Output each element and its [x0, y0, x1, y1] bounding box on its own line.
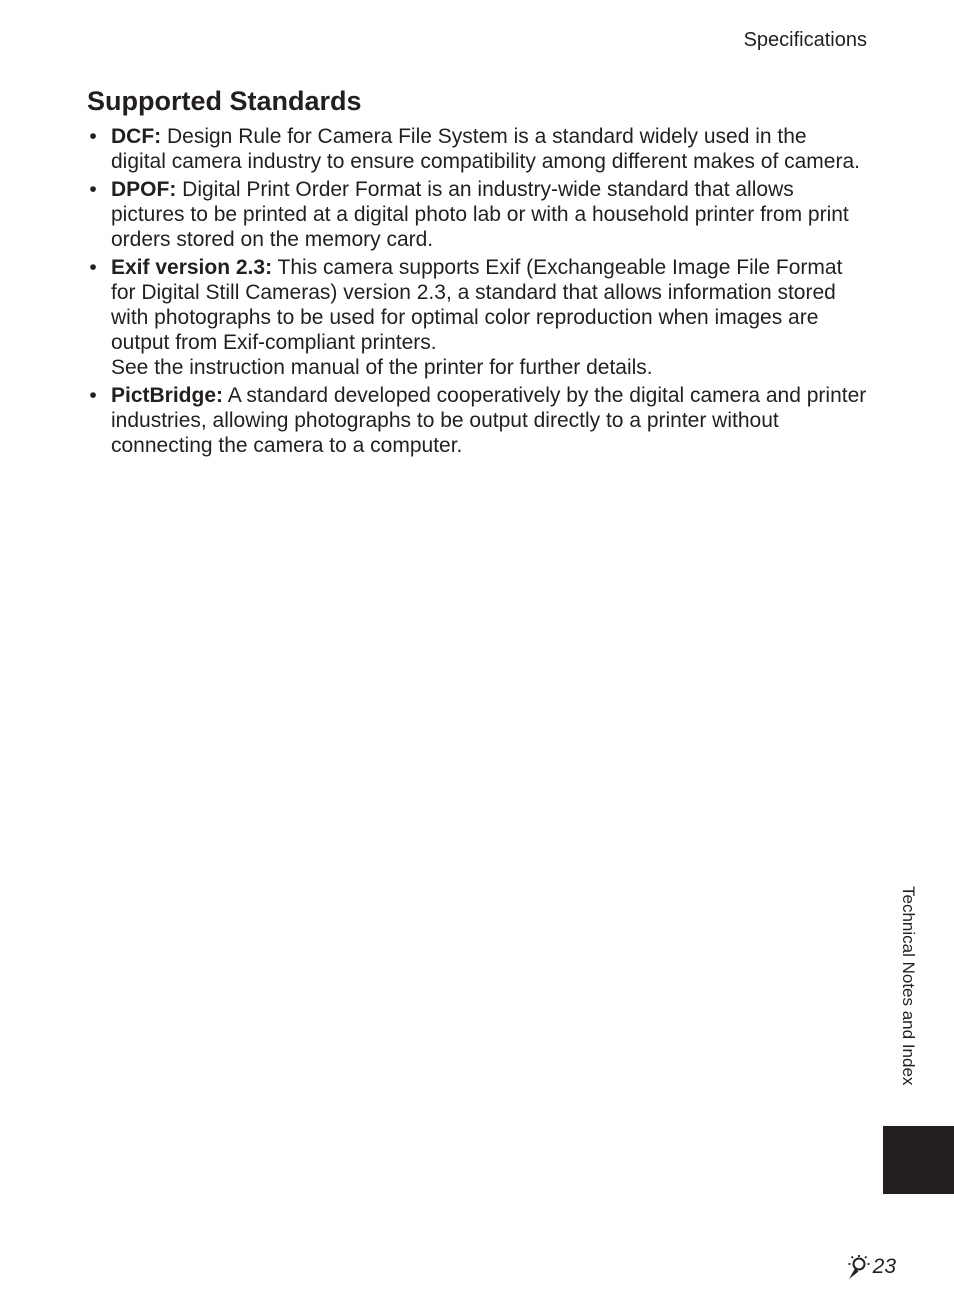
bullet-icon: •: [89, 178, 97, 201]
side-tab-label: Technical Notes and Index: [899, 886, 918, 1086]
list-item-dpof: [87, 177, 867, 252]
section-title: Supported Standards: [87, 86, 362, 116]
page-number: [846, 1253, 896, 1281]
bullet-icon: •: [89, 384, 97, 407]
standards-list: [87, 124, 867, 461]
reference-pointer-icon: [846, 1254, 872, 1280]
standard-description: This camera supports Exif (Exchangeable Image File Format for Digital Still Cameras) version 2.3, a standard that allows information stored with photographs to be used for optimal color reproduction when images are output from Exif-compliant printers.: [111, 256, 843, 354]
running-header: Specifications: [743, 29, 867, 51]
standard-description: Digital Print Order Format is an industry-wide standard that allows pictures to be printed at a digital photo lab or with a household printer from print orders stored on the memory card.: [111, 178, 849, 251]
bullet-icon: •: [89, 125, 97, 148]
standard-term: DPOF:: [111, 178, 177, 201]
standard-description: Design Rule for Camera File System is a standard widely used in the digital camera industry to ensure compatibility among different makes of camera.: [111, 125, 860, 173]
standard-term: PictBridge:: [111, 384, 224, 407]
list-item-exif: [87, 255, 867, 380]
standard-term: Exif version 2.3:: [111, 256, 273, 279]
list-item-dcf: [87, 124, 867, 174]
side-tab-block: [883, 1126, 954, 1194]
page-number-text: 23: [872, 1255, 896, 1278]
standard-description: A standard developed cooperatively by the digital camera and printer industries, allowing photographs to be output directly to a printer without connecting the camera to a computer.: [111, 384, 867, 457]
bullet-icon: •: [89, 256, 97, 279]
list-item-pictbridge: [87, 383, 867, 458]
standard-note: See the instruction manual of the printer for further details.: [111, 356, 653, 379]
standard-term: DCF:: [111, 125, 162, 148]
